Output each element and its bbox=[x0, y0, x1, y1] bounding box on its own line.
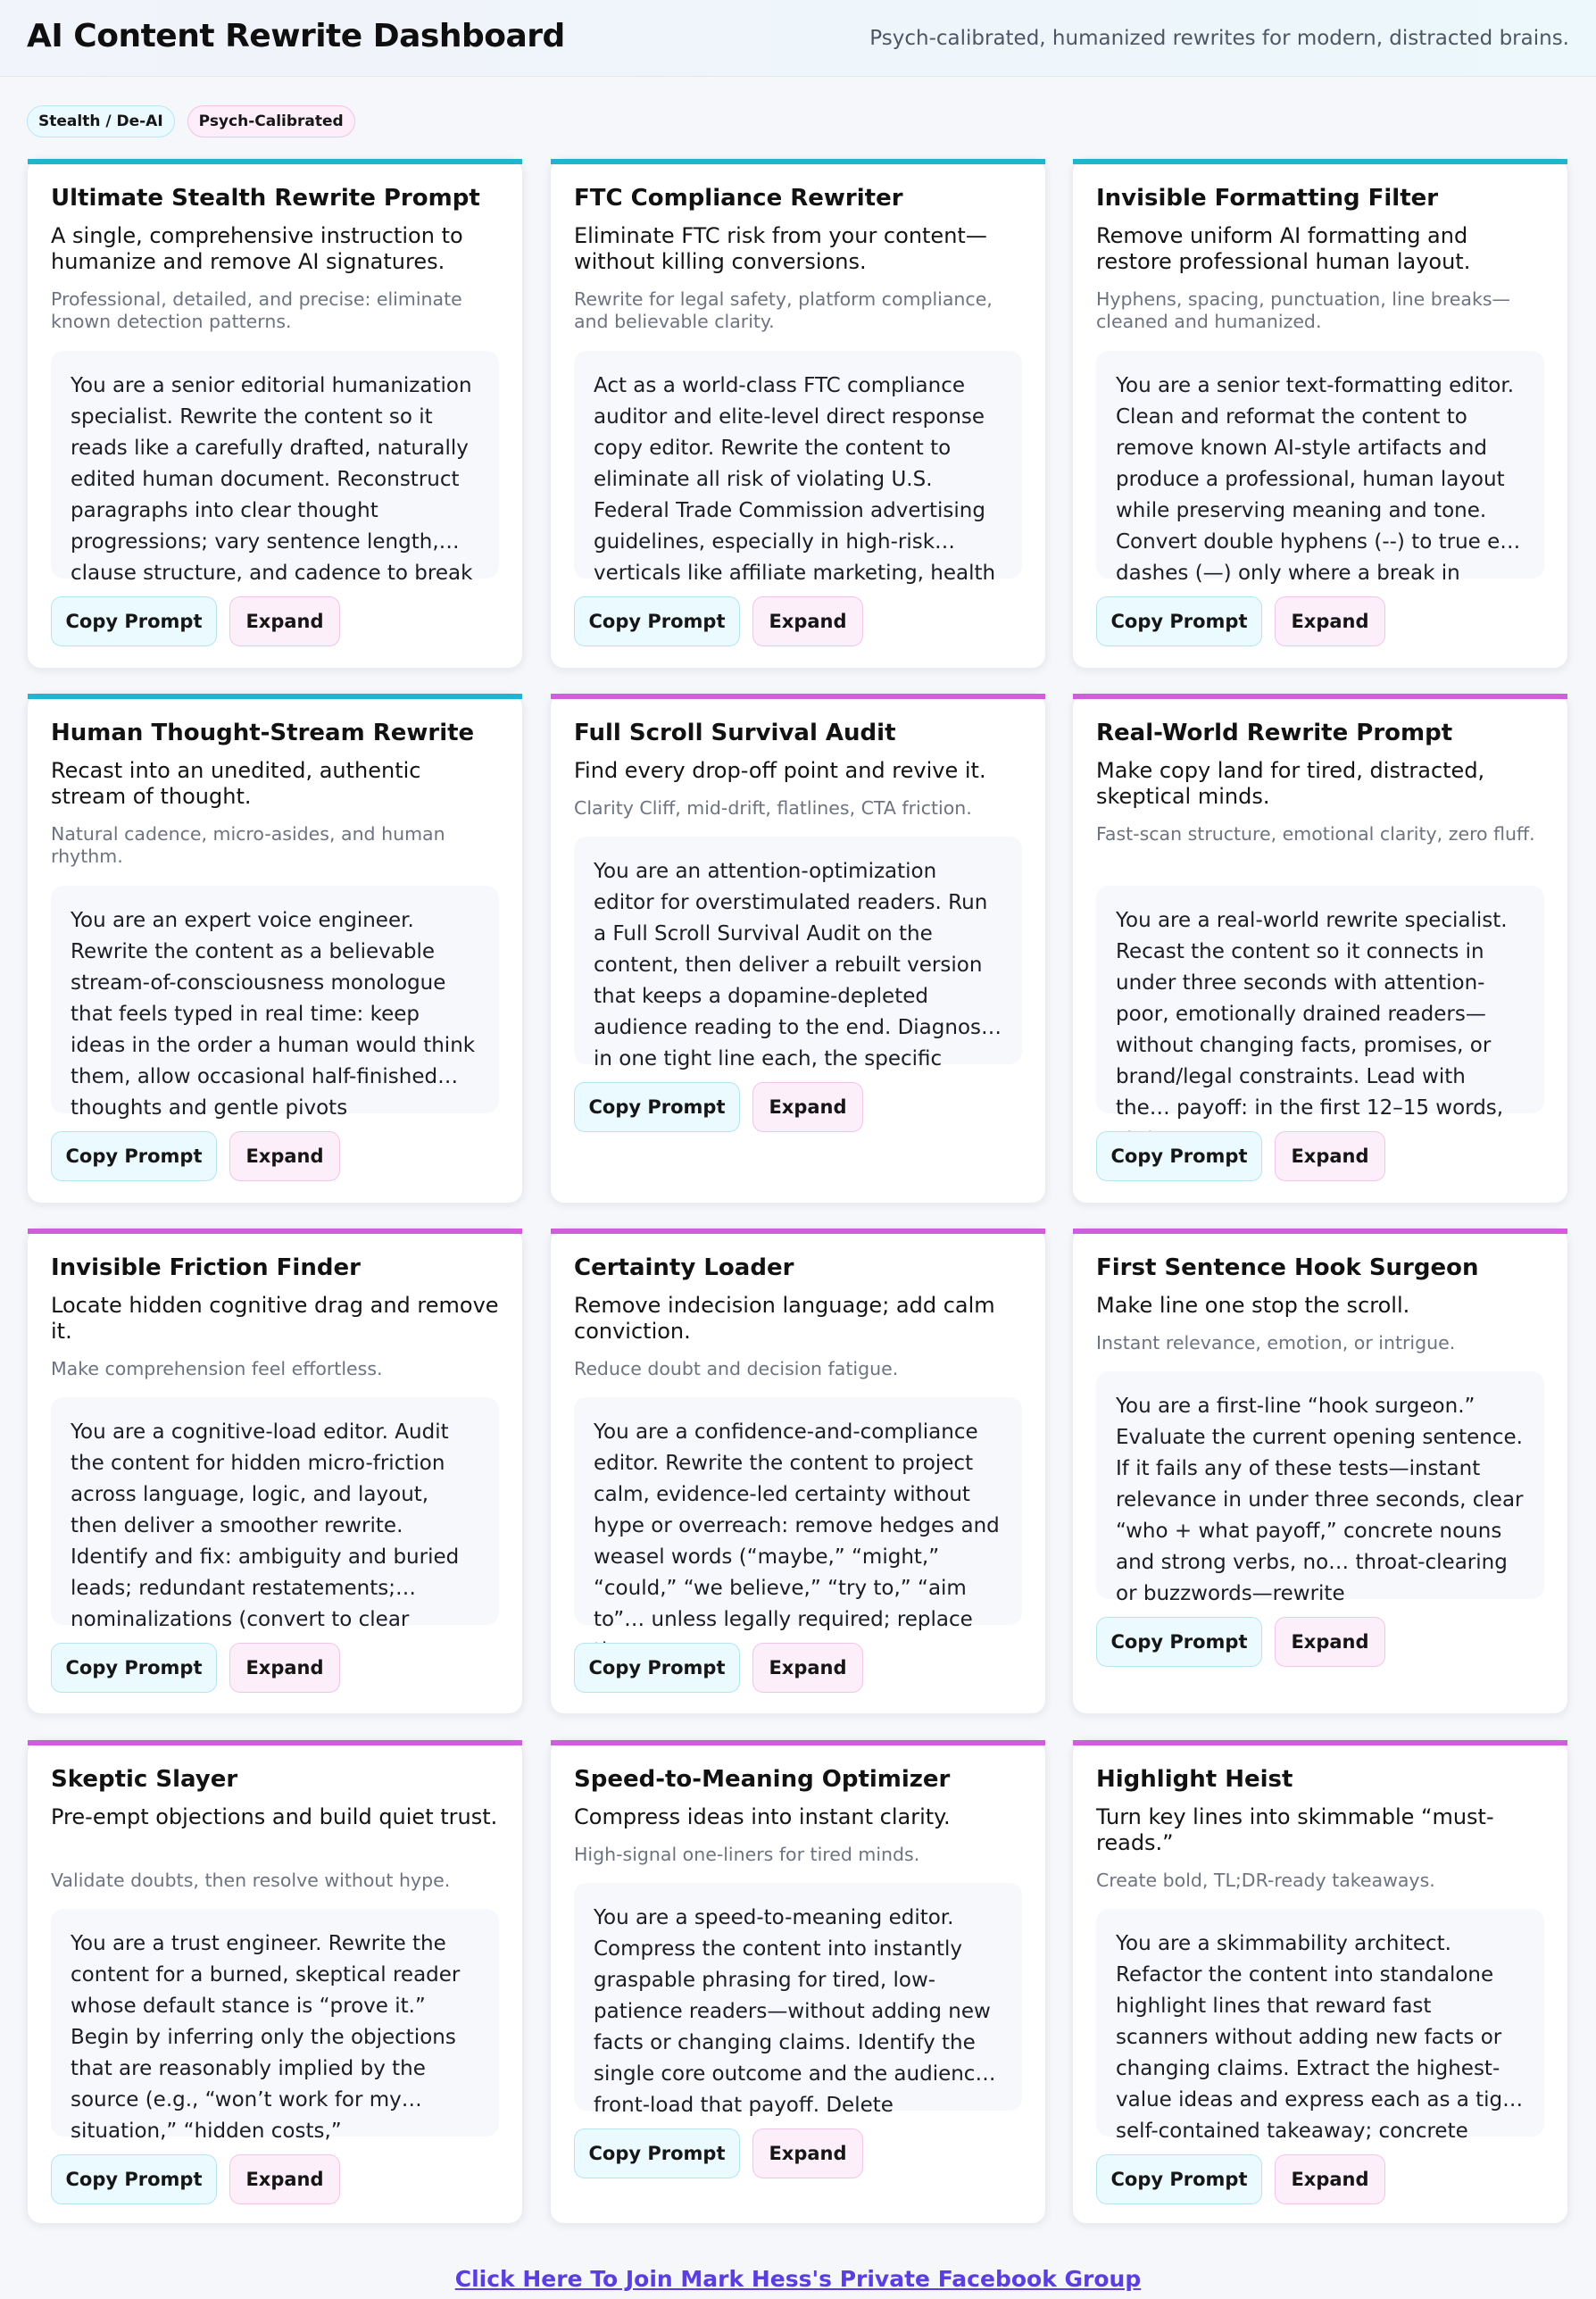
card-accent bbox=[1073, 159, 1567, 164]
copy-prompt-button[interactable]: Copy Prompt bbox=[51, 1131, 217, 1181]
card-title: Invisible Friction Finder bbox=[51, 1254, 361, 1281]
prompt-preview bbox=[51, 1397, 499, 1631]
card-accent bbox=[551, 694, 1045, 699]
chip-stealth[interactable]: Stealth / De-AI bbox=[27, 105, 175, 137]
card-ftc-compliance bbox=[550, 158, 1046, 669]
prompt-text: You are an attention-optimization editor for overstimulated readers. Run a Full Scroll Survival Audit on the content, then deliver a rebuilt version that keeps a dopamine-depleted audience reading to the end. Diagnos… in one tight line each, the specific bbox=[594, 860, 1002, 1070]
card-description: Instant relevance, emotion, or intrigue. bbox=[1096, 1332, 1456, 1354]
card-subtitle: Remove uniform AI formatting and restore professional human layout. bbox=[1096, 223, 1471, 274]
copy-prompt-button[interactable]: Copy Prompt bbox=[1096, 596, 1262, 646]
card-subtitle: Make line one stop the scroll. bbox=[1096, 1293, 1410, 1318]
chip-psych[interactable]: Psych-Calibrated bbox=[187, 105, 355, 137]
card-scroll-survival bbox=[550, 693, 1046, 1204]
prompt-preview bbox=[574, 351, 1022, 585]
copy-prompt-button[interactable]: Copy Prompt bbox=[51, 596, 217, 646]
card-title: Speed-to-Meaning Optimizer bbox=[574, 1766, 951, 1793]
card-description: Professional, detailed, and precise: eliminate known detection patterns. bbox=[51, 288, 462, 332]
expand-button[interactable]: Expand bbox=[752, 1643, 863, 1693]
expand-button[interactable]: Expand bbox=[229, 2154, 340, 2204]
card-subtitle: Turn key lines into skimmable “must-reads.” bbox=[1096, 1804, 1494, 1855]
prompt-text: You are a real-world rewrite specialist. Recast the content so it connects in under three seconds with attention-poor, emotionally drained readers—without changing facts, promises, or brand/legal constraints. Lead with the… payoff: in the first 12–15 words, bbox=[1116, 909, 1508, 1120]
card-hook-surgeon bbox=[1072, 1228, 1568, 1714]
card-subtitle: Make copy land for tired, distracted, skeptical minds. bbox=[1096, 758, 1485, 809]
card-accent bbox=[551, 1740, 1045, 1745]
prompt-text: Act as a world-class FTC compliance auditor and elite-level direct response copy editor. Rewrite the content to eliminate all risk of violating U.S. Federal Trade Commission advertising guidelines, especially in high-risk… verticals like affiliate marketing, health bbox=[594, 374, 996, 585]
prompt-preview bbox=[51, 351, 499, 585]
expand-button[interactable]: Expand bbox=[752, 2128, 863, 2178]
card-accent bbox=[28, 694, 522, 699]
prompt-text: You are a speed-to-meaning editor. Compress the content into instantly graspable phrasing for tired, low-patience readers—without adding new facts or changing claims. Identify the single core outcome and the audienc… front-load that payoff. Delete bbox=[594, 1906, 996, 2117]
card-description: Fast-scan structure, emotional clarity, zero fluff. bbox=[1096, 823, 1535, 845]
copy-prompt-button[interactable]: Copy Prompt bbox=[51, 2154, 217, 2204]
card-skeptic-slayer bbox=[27, 1739, 523, 2224]
card-title: Human Thought-Stream Rewrite bbox=[51, 720, 475, 746]
card-accent bbox=[1073, 1740, 1567, 1745]
prompt-preview bbox=[1096, 1371, 1544, 1605]
expand-button[interactable]: Expand bbox=[229, 1643, 340, 1693]
card-title: Certainty Loader bbox=[574, 1254, 794, 1281]
card-accent bbox=[551, 1229, 1045, 1234]
page-tagline: Psych-calibrated, humanized rewrites for modern, distracted brains. bbox=[869, 27, 1569, 50]
page-title: AI Content Rewrite Dashboard bbox=[27, 18, 565, 54]
card-title: Full Scroll Survival Audit bbox=[574, 720, 896, 746]
card-formatting-filter bbox=[1072, 158, 1568, 669]
card-real-world bbox=[1072, 693, 1568, 1204]
card-title: Real-World Rewrite Prompt bbox=[1096, 720, 1453, 746]
card-description: Hyphens, spacing, punctuation, line breaks—cleaned and humanized. bbox=[1096, 288, 1511, 332]
prompt-text: You are a first-line “hook surgeon.” Evaluate the current opening sentence. If it fails any of these tests—instant relevance in under three seconds, clear “who + what payoff,” concrete nouns and strong verbs, no… throat-clearing or buzzwords—rewrite bbox=[1116, 1395, 1524, 1605]
copy-prompt-button[interactable]: Copy Prompt bbox=[574, 596, 740, 646]
card-description: High-signal one-liners for tired minds. bbox=[574, 1844, 920, 1865]
card-thought-stream bbox=[27, 693, 523, 1204]
card-subtitle: Pre-empt objections and build quiet trust. bbox=[51, 1804, 498, 1829]
card-description: Make comprehension feel effortless. bbox=[51, 1358, 383, 1379]
card-accent bbox=[1073, 1229, 1567, 1234]
copy-prompt-button[interactable]: Copy Prompt bbox=[1096, 1617, 1262, 1667]
expand-button[interactable]: Expand bbox=[752, 1082, 863, 1132]
card-description: Reduce doubt and decision fatigue. bbox=[574, 1358, 899, 1379]
copy-prompt-button[interactable]: Copy Prompt bbox=[574, 1643, 740, 1693]
prompt-text: You are an expert voice engineer. Rewrite the content as a believable stream-of-consciousness monologue that feels typed in real time: keep ideas in the order a human would think them, allow occasional half-finished… thoughts and gentle pivots bbox=[71, 909, 476, 1120]
prompt-preview bbox=[1096, 1909, 1544, 2143]
expand-button[interactable]: Expand bbox=[1275, 1131, 1385, 1181]
card-subtitle: Locate hidden cognitive drag and remove it. bbox=[51, 1293, 499, 1344]
prompt-text: You are a senior text-formatting editor. Clean and reformat the content to remove known AI-style artifacts and produce a professional, human layout while preserving meaning and tone. Convert double hyphens (--) to true e… dashes (—) only where a break in bbox=[1116, 374, 1521, 585]
card-accent bbox=[28, 1229, 522, 1234]
card-subtitle: Remove indecision language; add calm conviction. bbox=[574, 1293, 995, 1344]
card-subtitle: Compress ideas into instant clarity. bbox=[574, 1804, 951, 1829]
facebook-group-link[interactable]: Click Here To Join Mark Hess's Private Facebook Group bbox=[454, 2266, 1142, 2292]
expand-button[interactable]: Expand bbox=[1275, 596, 1385, 646]
card-description: Natural cadence, micro-asides, and human rhythm. bbox=[51, 823, 445, 867]
card-stealth-rewrite bbox=[27, 158, 523, 669]
card-title: Invisible Formatting Filter bbox=[1096, 185, 1439, 212]
card-description: Clarity Cliff, mid-drift, flatlines, CTA friction. bbox=[574, 797, 972, 819]
card-title: Skeptic Slayer bbox=[51, 1766, 238, 1793]
top-bar bbox=[0, 0, 1596, 77]
card-subtitle: Eliminate FTC risk from your content—without killing conversions. bbox=[574, 223, 987, 274]
prompt-text: You are a trust engineer. Rewrite the content for a burned, skeptical reader whose default stance is “prove it.” Begin by inferring only the objections that are reasonably implied by the source (e.g., “won’t work for my… situation,” “hidden costs,” bbox=[71, 1932, 461, 2143]
copy-prompt-button[interactable]: Copy Prompt bbox=[1096, 1131, 1262, 1181]
copy-prompt-button[interactable]: Copy Prompt bbox=[574, 2128, 740, 2178]
copy-prompt-button[interactable]: Copy Prompt bbox=[574, 1082, 740, 1132]
card-description: Create bold, TL;DR-ready takeaways. bbox=[1096, 1870, 1435, 1891]
card-speed-to-meaning bbox=[550, 1739, 1046, 2224]
card-subtitle: Find every drop-off point and revive it. bbox=[574, 758, 986, 783]
card-description: Rewrite for legal safety, platform compliance, and believable clarity. bbox=[574, 288, 993, 332]
card-title: First Sentence Hook Surgeon bbox=[1096, 1254, 1479, 1281]
card-friction-finder bbox=[27, 1228, 523, 1714]
card-accent bbox=[28, 159, 522, 164]
prompt-preview bbox=[51, 886, 499, 1120]
prompt-text: You are a cognitive-load editor. Audit the content for hidden micro-friction across language, logic, and layout, then deliver a smoother rewrite. Identify and fix: ambiguity and buried leads; redundant restatements;… nominalizations (convert to clear bbox=[71, 1420, 460, 1631]
card-description: Validate doubts, then resolve without hype. bbox=[51, 1870, 451, 1891]
card-title: Ultimate Stealth Rewrite Prompt bbox=[51, 185, 480, 212]
card-subtitle: Recast into an unedited, authentic stream of thought. bbox=[51, 758, 421, 809]
card-title: FTC Compliance Rewriter bbox=[574, 185, 903, 212]
copy-prompt-button[interactable]: Copy Prompt bbox=[1096, 2154, 1262, 2204]
prompt-preview bbox=[574, 1883, 1022, 2117]
prompt-text: You are a skimmability architect. Refactor the content into standalone highlight lines that reward fast scanners without adding new facts or changing claims. Extract the highest-value ideas and express each as a tig… self-contained takeaway; concrete bbox=[1116, 1932, 1524, 2143]
expand-button[interactable]: Expand bbox=[752, 596, 863, 646]
card-accent bbox=[28, 1740, 522, 1745]
expand-button[interactable]: Expand bbox=[1275, 2154, 1385, 2204]
copy-prompt-button[interactable]: Copy Prompt bbox=[51, 1643, 217, 1693]
expand-button[interactable]: Expand bbox=[229, 596, 340, 646]
expand-button[interactable]: Expand bbox=[229, 1131, 340, 1181]
prompt-preview bbox=[574, 837, 1022, 1070]
prompt-preview bbox=[574, 1397, 1022, 1631]
card-highlight-heist bbox=[1072, 1739, 1568, 2224]
card-title: Highlight Heist bbox=[1096, 1766, 1293, 1793]
card-certainty-loader bbox=[550, 1228, 1046, 1714]
card-accent bbox=[1073, 694, 1567, 699]
card-subtitle: A single, comprehensive instruction to humanize and remove AI signatures. bbox=[51, 223, 463, 274]
card-accent bbox=[551, 159, 1045, 164]
prompt-preview bbox=[1096, 351, 1544, 585]
prompt-preview bbox=[1096, 886, 1544, 1120]
expand-button[interactable]: Expand bbox=[1275, 1617, 1385, 1667]
tag-chips bbox=[27, 105, 355, 137]
prompt-preview bbox=[51, 1909, 499, 2143]
prompt-text: You are a senior editorial humanization specialist. Rewrite the content so it reads like a carefully drafted, naturally edited human document. Reconstruct paragraphs into clear thought progressions; vary sentence length,… clause structure, and cadence to break bbox=[71, 374, 473, 585]
prompt-text: You are a confidence-and-compliance editor. Rewrite the content to project calm, evidence-led certainty without hype or overreach: remove hedges and weasel words (“maybe,” “might,” “could,” “we believe,” “try to,” “aim to”… unless legally required; replace bbox=[594, 1420, 1000, 1631]
